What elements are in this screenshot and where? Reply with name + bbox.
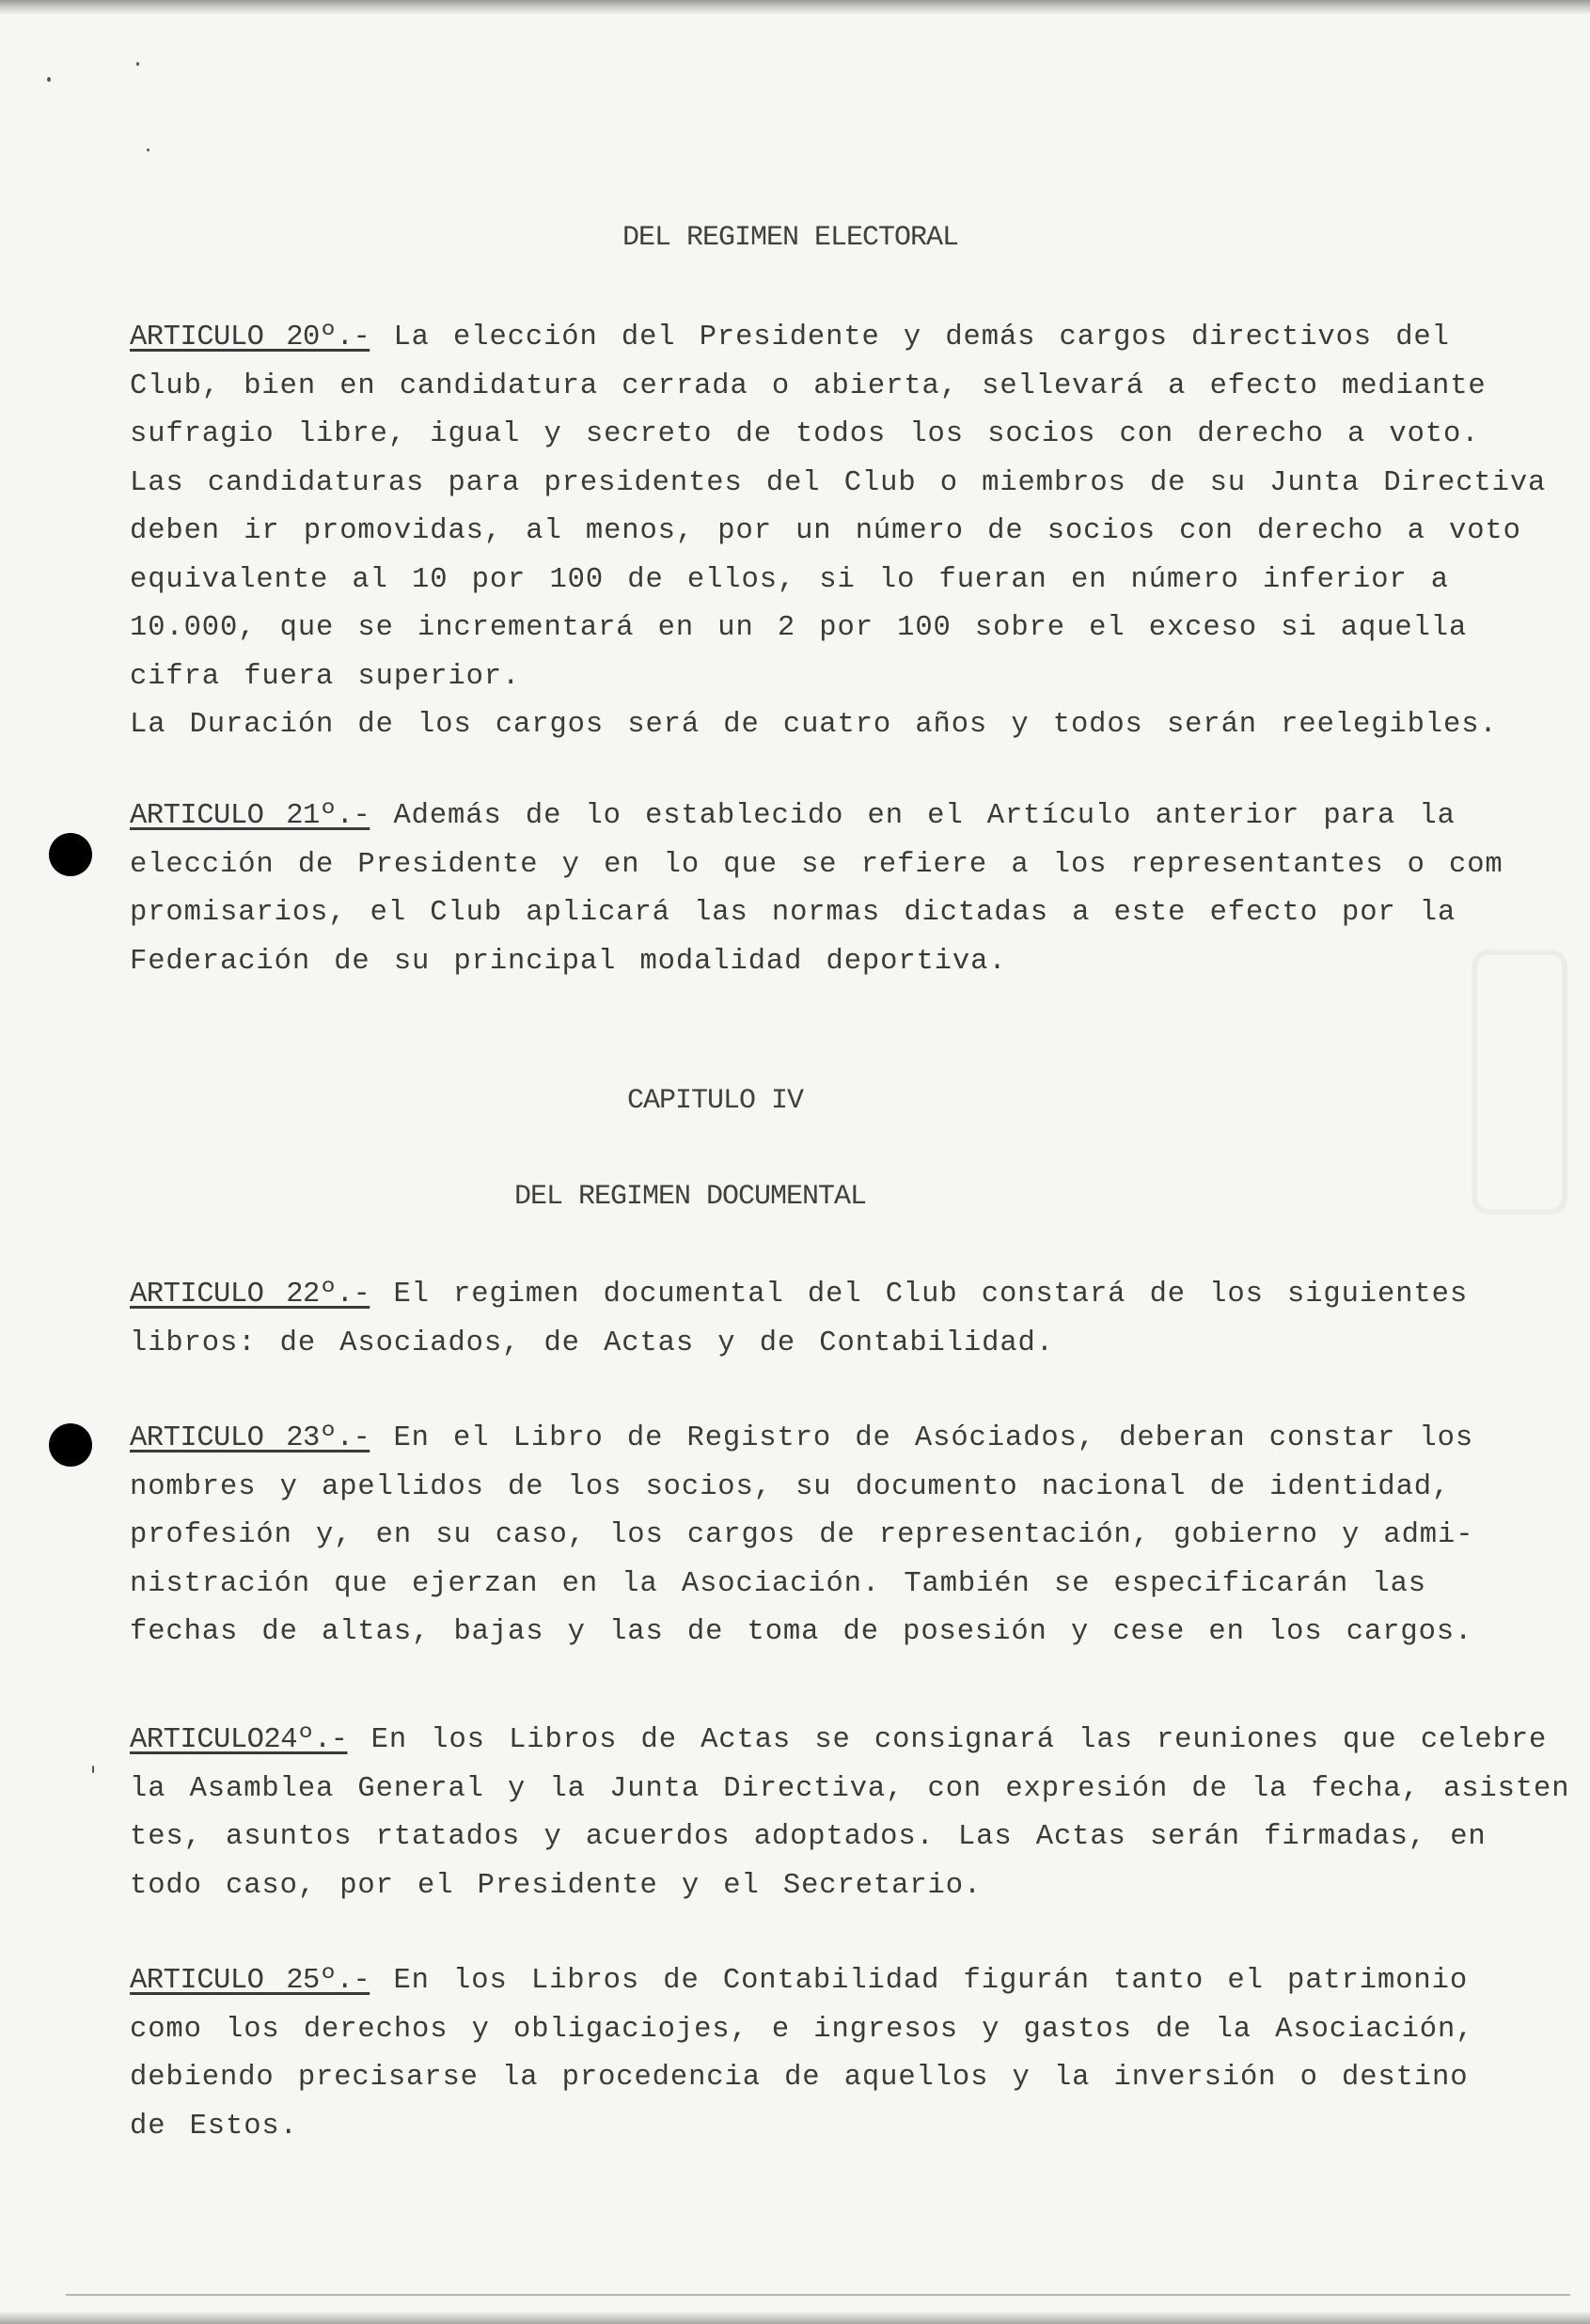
article-24-label: ARTICULO24º.- bbox=[130, 1724, 348, 1756]
article-23-line-4: nistración que ejerzan en la Asociación. También se especificarán las bbox=[130, 1567, 1427, 1600]
article-24-line-4: todo caso, por el Presidente y el Secretario. bbox=[130, 1869, 983, 1902]
article-22-line-1: ARTICULO 22º.- El regimen documental del Club constará de los siguientes bbox=[130, 1279, 1469, 1311]
article-23-line-2: nombres y apellidos de los socios, su documento nacional de identidad, bbox=[130, 1470, 1451, 1503]
scan-edge-bottom bbox=[0, 2311, 1590, 2324]
article-20-label: ARTICULO 20º.- bbox=[130, 322, 370, 353]
article-21-line-4: Federación de su principal modalidad deportiva. bbox=[130, 945, 1007, 978]
speck-1 bbox=[47, 77, 51, 82]
article-25-line-3: debiendo precisarse la procedencia de aquellos y la inversión o destino bbox=[130, 2062, 1469, 2094]
article-23 bbox=[130, 1415, 1568, 1657]
article-20-line-1: ARTICULO 20º.- La elección del Presidente y demás cargos directivos del bbox=[130, 322, 1450, 353]
article-21-line-3: promisarios, el Club aplicará las normas dictadas a este efecto por la bbox=[130, 897, 1456, 929]
speck-4 bbox=[92, 1766, 94, 1773]
article-25-line-2: como los derechos y obligaciojes, e ingresos y gastos de la Asociación, bbox=[130, 2013, 1474, 2046]
article-20-line-4: Las candidaturas para presidentes del Club o miembros de su Junta Directiva bbox=[130, 466, 1547, 499]
article-23-line-1: ARTICULO 23º.- En el Libro de Registro de Asóciados, deberan constar los bbox=[130, 1422, 1474, 1454]
article-22-label: ARTICULO 22º.- bbox=[130, 1279, 370, 1311]
article-25 bbox=[130, 1957, 1568, 2151]
article-21-line-2: elección de Presidente y en lo que se refiere a los representantes o com bbox=[130, 848, 1503, 881]
scan-edge-top bbox=[0, 0, 1590, 15]
article-22-line-2: libros: de Asociados, de Actas y de Contabilidad. bbox=[130, 1327, 1054, 1359]
heading-regimen-electoral: DEL REGIMEN ELECTORAL bbox=[622, 222, 959, 254]
article-21-label: ARTICULO 21º.- bbox=[130, 800, 370, 832]
speck-2 bbox=[136, 62, 139, 66]
scan-bottom-line bbox=[66, 2294, 1570, 2296]
article-25-label: ARTICULO 25º.- bbox=[130, 1965, 370, 1997]
article-20-line-6: equivalente al 10 por 100 de ellos, si lo fueran en número inferior a bbox=[130, 563, 1450, 596]
article-22 bbox=[130, 1271, 1568, 1368]
chapter-title: CAPITULO IV bbox=[627, 1085, 804, 1117]
article-23-line-5: fechas de altas, bajas y las de toma de posesión y cese en los cargos. bbox=[130, 1616, 1473, 1648]
bullet-dot-art23 bbox=[49, 1423, 92, 1467]
article-20 bbox=[130, 314, 1568, 750]
article-20-line-8: cifra fuera superior. bbox=[130, 660, 521, 693]
article-25-line-1: ARTICULO 25º.- En los Libros de Contabilidad figurán tanto el patrimonio bbox=[130, 1965, 1469, 1997]
article-20-line-9: La Duración de los cargos será de cuatro años y todos serán reelegibles. bbox=[130, 709, 1498, 741]
article-21 bbox=[130, 793, 1568, 986]
bullet-dot-art21 bbox=[49, 833, 92, 876]
article-21-line-1: ARTICULO 21º.- Además de lo establecido en el Artículo anterior para la bbox=[130, 800, 1456, 832]
article-24-line-2: la Asamblea General y la Junta Directiva, con expresión de la fecha, asisten bbox=[130, 1772, 1570, 1805]
article-24-line-1: ARTICULO24º.- En los Libros de Actas se consignará las reuniones que celebre bbox=[130, 1724, 1548, 1756]
article-20-line-3: sufragio libre, igual y secreto de todos los socios con derecho a voto. bbox=[130, 418, 1480, 450]
article-23-label: ARTICULO 23º.- bbox=[130, 1422, 370, 1454]
article-20-line-5: deben ir promovidas, al menos, por un número de socios con derecho a voto bbox=[130, 515, 1521, 547]
article-24 bbox=[130, 1717, 1568, 1910]
article-23-line-3: profesión y, en su caso, los cargos de representación, gobierno y admi- bbox=[130, 1519, 1474, 1551]
article-20-line-2: Club, bien en candidatura cerrada o abierta, sellevará a efecto mediante bbox=[130, 369, 1487, 402]
article-24-line-3: tes, asuntos rtatados y acuerdos adoptados. Las Actas serán firmadas, en bbox=[130, 1821, 1487, 1853]
heading-regimen-documental: DEL REGIMEN DOCUMENTAL bbox=[514, 1181, 867, 1213]
article-25-line-4: de Estos. bbox=[130, 2110, 298, 2143]
article-20-line-7: 10.000, que se incrementará en un 2 por 100 sobre el exceso si aquella bbox=[130, 612, 1468, 644]
faint-stamp-mark bbox=[1472, 950, 1567, 1215]
speck-3 bbox=[147, 149, 150, 151]
